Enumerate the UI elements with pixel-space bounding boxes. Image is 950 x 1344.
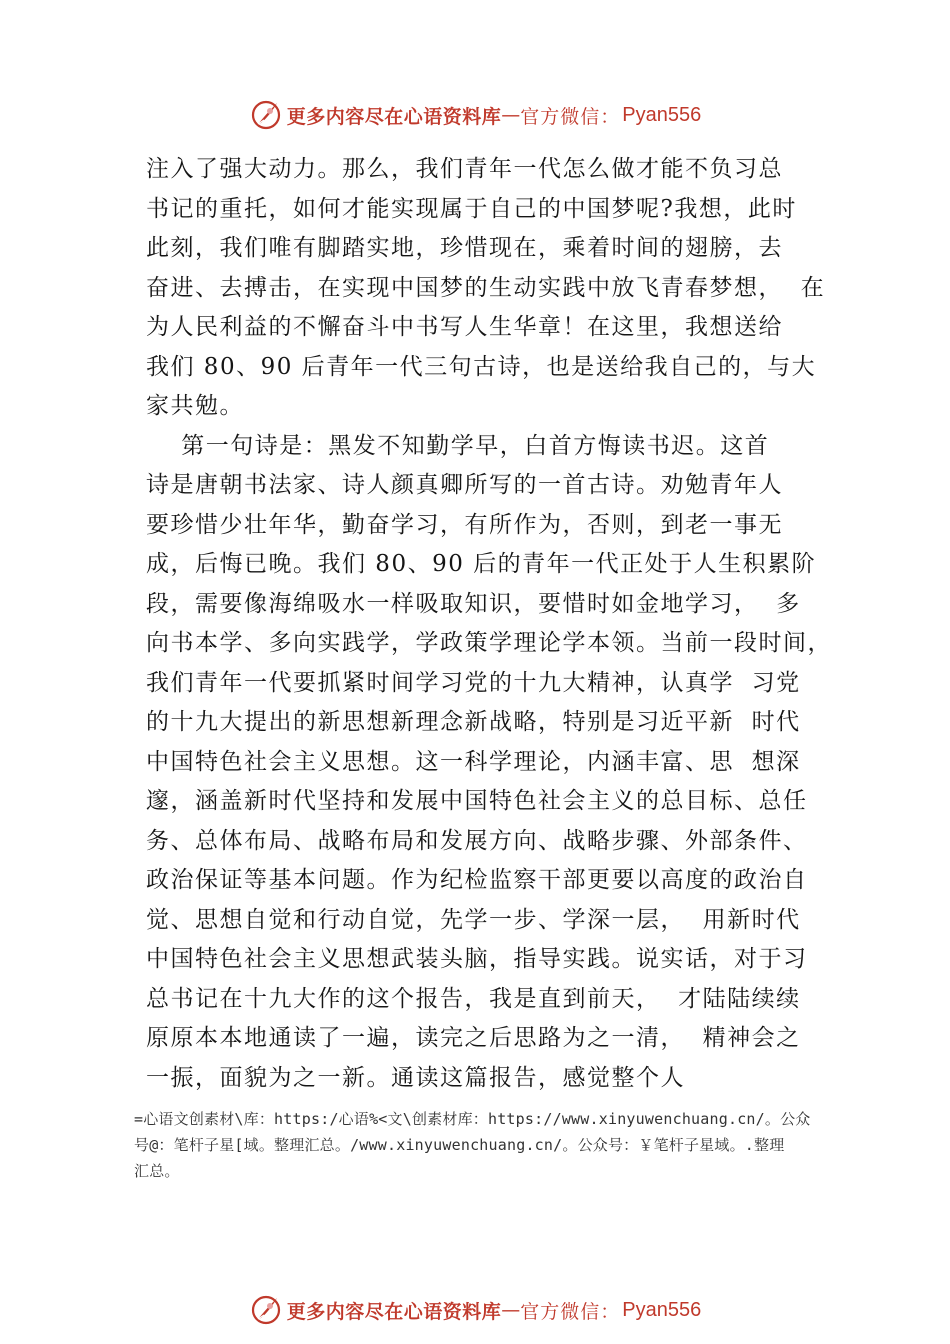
footnote-line: 号@：笔杆子星[域。整理汇总。/www.xinyuwenchuang.cn/。公众号：￥笔杆子星域。.整理 xyxy=(134,1136,785,1154)
brand-name: 更多内容尽在心语资料库 xyxy=(286,1300,502,1323)
brand-name: 更多内容尽在心语资料库 xyxy=(286,105,502,128)
wechat-id: Pyan556 xyxy=(622,103,702,126)
body-line: 奋进、去搏击，在实现中国梦的生动实践中放飞青春梦想， 在 xyxy=(146,274,826,301)
footnote-line: 汇总。 xyxy=(134,1162,180,1180)
source-footnote xyxy=(134,1106,844,1184)
body-line: 我们青年一代要抓紧时间学习党的十九大精神，认真学 习党 xyxy=(146,669,801,696)
body-line: 觉、思想自觉和行动自觉，先学一步、学深一层， 用新时代 xyxy=(146,906,801,933)
body-line: 诗是唐朝书法家、诗人颜真卿所写的一首古诗。劝勉青年人 xyxy=(146,472,783,498)
body-line: 我们 80、90 后青年一代三句古诗，也是送给我自己的，与大 xyxy=(146,353,817,380)
contact-label: 官方微信： xyxy=(520,1300,621,1323)
body-line: 的十九大提出的新思想新理念新战略，特别是习近平新 时代 xyxy=(146,709,801,735)
body-line: 段，需要像海绵吸水一样吸取知识，要惜时如金地学习， 多 xyxy=(146,590,801,617)
body-line: 要珍惜少壮年华，勤奋学习，有所作为，否则，到老一事无 xyxy=(146,511,783,538)
body-line: 向书本学、多向实践学，学政策学理论学本领。当前一段时间， xyxy=(146,630,832,656)
wechat-id: Pyan556 xyxy=(622,1298,702,1321)
body-line: 成，后悔已晚。我们 80、90 后的青年一代正处于人生积累阶 xyxy=(146,551,817,577)
body-line: 一振，面貌为之一新。通读这篇报告，感觉整个人 xyxy=(146,1064,685,1091)
body-line: 书记的重托，如何才能实现属于自己的中国梦呢?我想，此时 xyxy=(146,195,797,222)
body-line: 中国特色社会主义思想武装头脑，指导实践。说实话，对于习 xyxy=(146,946,808,972)
body-line: 此刻，我们唯有脚踏实地，珍惜现在，乘着时间的翅膀，去 xyxy=(146,235,783,261)
body-line: 第一句诗是：黑发不知勤学早，白首方悔读书迟。这首 xyxy=(146,432,770,459)
body-line: 为人民利益的不懈奋斗中书写人生华章！在这里，我想送给 xyxy=(146,314,783,340)
quill-pen-logo-icon xyxy=(249,98,283,132)
body-line: 注入了强大动力。那么，我们青年一代怎么做才能不负习总 xyxy=(146,156,783,182)
body-line: 务、总体布局、战略布局和发展方向、战略步骤、外部条件、 xyxy=(146,827,808,854)
footnote-line: =心语文创素材\库：https:/心语%<文\创素材库：https://www.xinyuwenchuang.cn/。公众 xyxy=(134,1110,811,1128)
banner-separator: — xyxy=(501,104,521,126)
body-line: 中国特色社会主义思想。这一科学理论，内涵丰富、思 想深 xyxy=(146,748,801,775)
body-line: 总书记在十九大作的这个报告，我是直到前天， 才陆陆续续 xyxy=(146,985,801,1012)
banner-separator: — xyxy=(501,1299,521,1321)
contact-label: 官方微信： xyxy=(520,105,621,128)
quill-pen-logo-icon xyxy=(249,1293,283,1327)
header-banner xyxy=(0,95,950,135)
body-line: 邃，涵盖新时代坚持和发展中国特色社会主义的总目标、总任 xyxy=(146,788,808,814)
article-body xyxy=(146,150,846,1098)
footer-banner xyxy=(0,1290,950,1330)
body-line: 政治保证等基本问题。作为纪检监察干部更要以高度的政治自 xyxy=(146,867,808,893)
body-line: 家共勉。 xyxy=(146,393,244,419)
body-line: 原原本本地通读了一遍，读完之后思路为之一清， 精神会之 xyxy=(146,1025,801,1051)
